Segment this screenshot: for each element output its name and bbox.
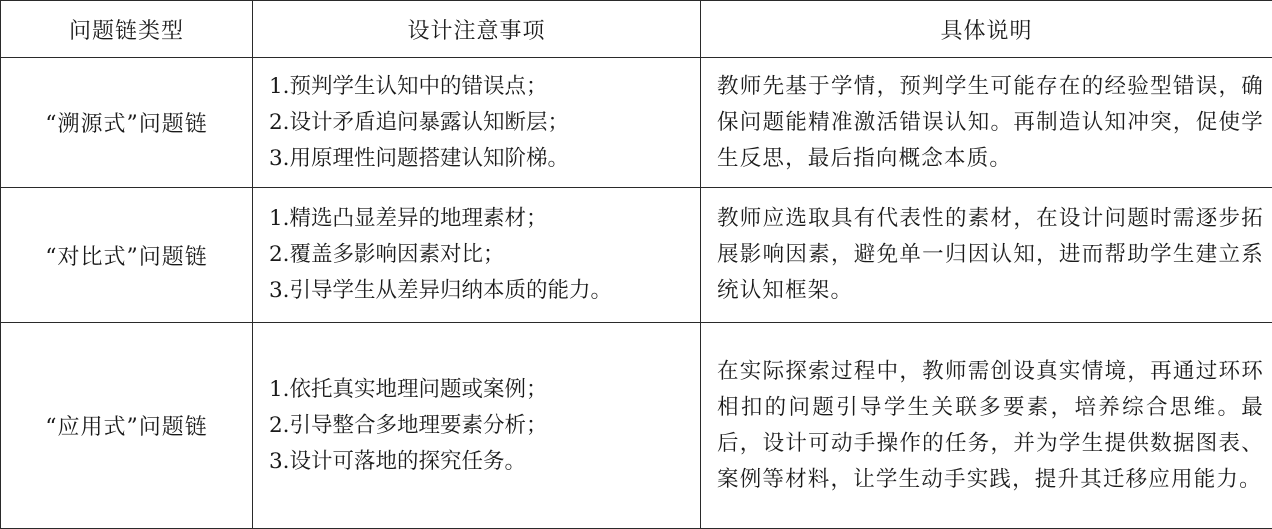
note-line: 1.精选凸显差异的地理素材； [269,201,690,237]
description-cell: 教师应选取具有代表性的素材，在设计问题时需逐步拓展影响因素，避免单一归因认知，进而帮助学生建立系统认知框架。 [701,188,1272,323]
chain-type-cell: “应用式”问题链 [1,323,253,529]
header-description: 具体说明 [701,1,1272,58]
table-row [1,188,1272,323]
chain-type-cell: “对比式”问题链 [1,188,253,323]
design-notes-cell [253,323,701,529]
note-line: 3.用原理性问题搭建认知阶梯。 [269,141,690,177]
note-line: 3.设计可落地的探究任务。 [269,444,690,480]
description-cell: 在实际探索过程中，教师需创设真实情境，再通过环环相扣的问题引导学生关联多要素，培养综合思维。最后，设计可动手操作的任务，并为学生提供数据图表、案例等材料，让学生动手实践，提升其迁移应用能力。 [701,323,1272,529]
design-notes-cell [253,188,701,323]
design-notes-cell [253,58,701,188]
table-header-row [1,1,1272,58]
note-line: 1.预判学生认知中的错误点； [269,69,690,105]
header-chain-type: 问题链类型 [1,1,253,58]
chain-type-cell: “溯源式”问题链 [1,58,253,188]
note-line: 1.依托真实地理问题或案例； [269,372,690,408]
note-line: 3.引导学生从差异归纳本质的能力。 [269,273,690,309]
note-line: 2.引导整合多地理要素分析； [269,408,690,444]
note-line: 2.覆盖多影响因素对比； [269,237,690,273]
note-line: 2.设计矛盾追问暴露认知断层； [269,105,690,141]
description-cell: 教师先基于学情，预判学生可能存在的经验型错误，确保问题能精准激活错误认知。再制造认知冲突，促使学生反思，最后指向概念本质。 [701,58,1272,188]
table-row [1,58,1272,188]
header-design-notes: 设计注意事项 [253,1,701,58]
table-row [1,323,1272,529]
